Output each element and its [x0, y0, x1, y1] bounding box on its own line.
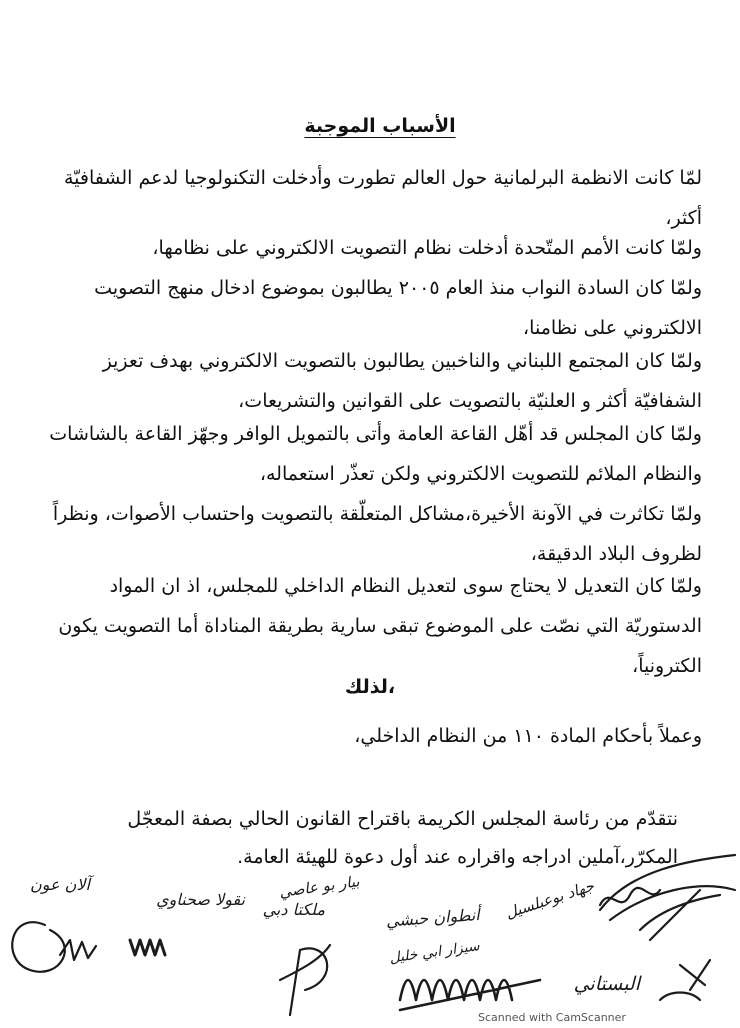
- signature-text-2: أنطوان حبشي: [385, 905, 481, 931]
- signature-dense-middle: [130, 940, 165, 955]
- signature-text-8: البستاني: [573, 973, 640, 995]
- signature-loop-left: [12, 922, 96, 972]
- document-title: الأسباب الموجبة: [304, 115, 456, 137]
- signature-text-6: آلان عون: [30, 875, 90, 894]
- paragraph-3: ولمّا كان السادة النواب منذ العام ٢٠٠٥ يطالبون بموضوع ادخال منهج التصويت الالكتروني على نظامنا،: [94, 277, 702, 339]
- signature-scribble-1: [600, 855, 735, 940]
- signature-d-shape: [280, 945, 330, 1015]
- signature-bottom-right: [660, 960, 710, 1000]
- article-reference: وعملاً بأحكام المادة ١١٠ من النظام الداخلي،: [354, 725, 702, 747]
- therefore-heading: لذلك،: [344, 676, 396, 698]
- handwritten-signatures: [0, 850, 740, 1024]
- signature-text-5: نقولا صحناوي: [156, 890, 245, 909]
- signature-text-3: بيار بو عاصي: [278, 872, 361, 902]
- signature-wavy-bottom: [400, 980, 540, 1010]
- paragraph-4: ولمّا كان المجتمع اللبناني والناخبين يطالبون بالتصويت الالكتروني بهدف تعزيز الشفافيّة أكثر و العلنيّة بالتصويت على القوانين والتشريعات،: [102, 350, 702, 412]
- signatures-block: [0, 850, 740, 1024]
- closing-paragraph: نتقدّم من رئاسة المجلس الكريمة باقتراح القانون الحالي بصفة المعجّل المكرّر،آملين ادراجه واقراره عند أول دعوة للهيئة العامة.: [127, 808, 678, 868]
- paragraph-7: ولمّا كان التعديل لا يحتاج سوى لتعديل النظام الداخلي للمجلس، اذ ان المواد الدستوريّة التي نصّت على الموضوع تبقى سارية بطريقة المناداة أما التصويت يكون الكترونياً،: [58, 575, 702, 677]
- signature-text-1: جهاد بوعبلسيل: [503, 876, 597, 923]
- paragraph-6: ولمّا تكاثرت في الآونة الأخيرة،مشاكل المتعلّقة بالتصويت واحتساب الأصوات، ونظراً لظروف البلاد الدقيقة،: [52, 503, 702, 565]
- paragraph-2: ولمّا كانت الأمم المتّحدة أدخلت نظام التصويت الالكتروني على نظامها،: [152, 237, 702, 259]
- signature-text-7: سيزار ابي خليل: [388, 938, 481, 967]
- paragraph-5: ولمّا كان المجلس قد أهّل القاعة العامة وأتى بالتمويل الوافر وجهّز القاعة بالشاشات والنظام الملائم للتصويت الالكتروني ولكن تعذّر استعماله،: [49, 423, 702, 485]
- paragraph-1: لمّا كانت الانظمة البرلمانية حول العالم تطورت وأدخلت التكنولوجيا لدعم الشفافيّة أكثر،: [63, 167, 702, 229]
- signature-text-4: ملكتا دبي: [262, 900, 325, 919]
- scanner-watermark: Scanned with CamScanner: [478, 1011, 626, 1024]
